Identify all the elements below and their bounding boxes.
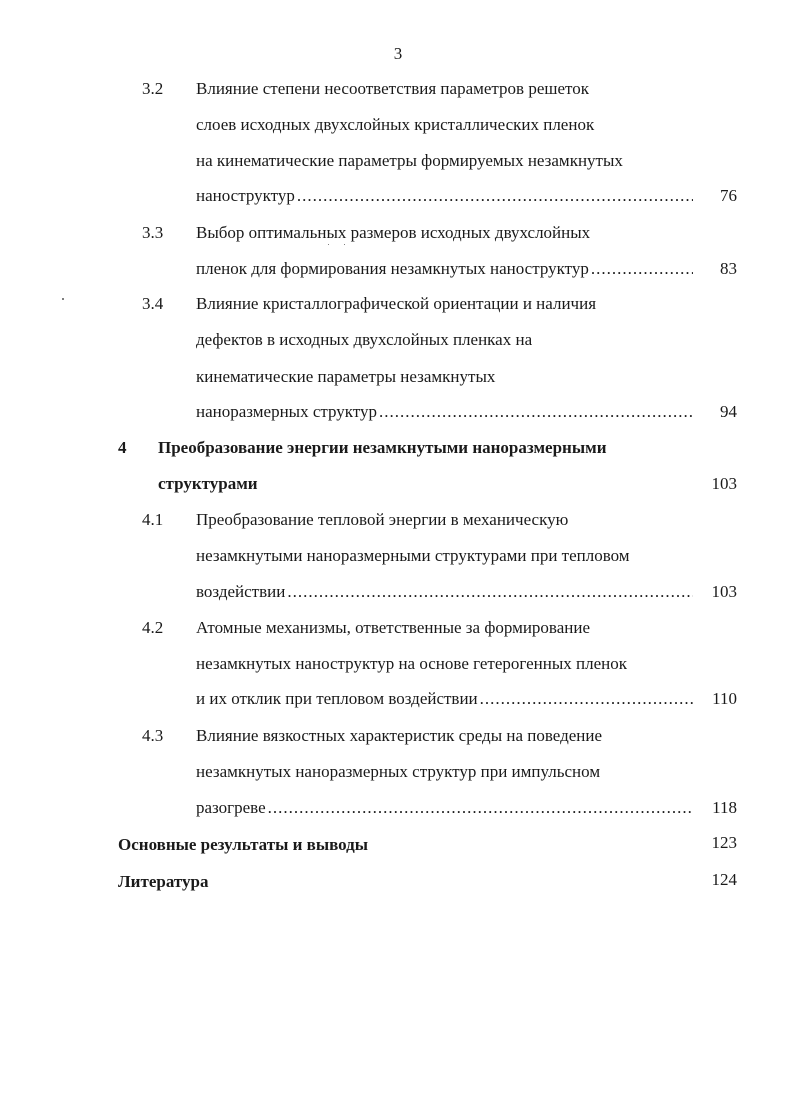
section-title-line: Влияние степени несоответствия параметров решеток bbox=[196, 79, 589, 98]
section-title-line: наноразмерных структур bbox=[196, 402, 378, 421]
section-number: 4.1 bbox=[142, 510, 164, 529]
scan-speck bbox=[344, 244, 345, 245]
section-number: 4.2 bbox=[142, 618, 164, 637]
page-ref: 83 bbox=[720, 259, 737, 278]
section-title-line: незамкнутых наноразмерных структур при импульсном bbox=[196, 762, 601, 781]
page-ref: 103 bbox=[711, 582, 737, 601]
section-title-line: разогреве bbox=[196, 798, 266, 817]
page-number: 3 bbox=[393, 44, 403, 63]
section-title-line: и их отклик при тепловом воздействии bbox=[196, 689, 478, 708]
section-number: 3.4 bbox=[142, 294, 164, 313]
leader-line bbox=[196, 401, 693, 423]
page-ref: 123 bbox=[711, 833, 737, 852]
chapter-title-line: структурами bbox=[158, 474, 258, 493]
section-title-line: кинематические параметры незамкнутых bbox=[196, 367, 496, 386]
page-ref: 110 bbox=[712, 689, 737, 708]
section-title-line: Атомные механизмы, ответственные за формирование bbox=[196, 618, 591, 637]
section-number: 3.3 bbox=[142, 223, 164, 242]
section-title-line: на кинематические параметры формируемых незамкнутых bbox=[196, 151, 623, 170]
scan-speck bbox=[62, 298, 64, 300]
page-ref: 118 bbox=[712, 798, 737, 817]
page-ref: 124 bbox=[711, 870, 737, 889]
page-ref: 94 bbox=[720, 402, 737, 421]
section-title-line: Влияние вязкостных характеристик среды на поведение bbox=[196, 726, 603, 745]
section-title-line: слоев исходных двухслойных кристаллических пленок bbox=[196, 115, 595, 134]
section-title-line: дефектов в исходных двухслойных пленках на bbox=[196, 330, 533, 349]
leader-line bbox=[196, 581, 693, 603]
section-title-line: Выбор оптимальных размеров исходных двухслойных bbox=[196, 223, 591, 242]
chapter-number: 4 bbox=[118, 438, 127, 457]
section-number: 4.3 bbox=[142, 726, 164, 745]
chapter-title-line: Преобразование энергии незамкнутыми наноразмерными bbox=[158, 438, 607, 457]
leader-line bbox=[196, 797, 693, 819]
chapter-title-line: Литература bbox=[118, 872, 209, 891]
page-ref: 103 bbox=[711, 474, 737, 493]
section-title-line: незамкнутыми наноразмерными структурами при тепловом bbox=[196, 546, 630, 565]
section-title-line: пленок для формирования незамкнутых наноструктур bbox=[196, 259, 589, 278]
section-title-line: Преобразование тепловой энергии в механическую bbox=[196, 510, 569, 529]
leader-line bbox=[196, 258, 693, 280]
section-title-line: воздействии bbox=[196, 582, 286, 601]
leader-line bbox=[196, 185, 693, 207]
scan-speck bbox=[328, 244, 329, 245]
section-title-line: незамкнутых наноструктур на основе гетерогенных пленок bbox=[196, 654, 628, 673]
chapter-title-line: Основные результаты и выводы bbox=[118, 835, 369, 854]
section-title-line: Влияние кристаллографической ориентации и наличия bbox=[196, 294, 597, 313]
leader-line bbox=[196, 688, 693, 710]
page-ref: 76 bbox=[720, 186, 737, 205]
section-number: 3.2 bbox=[142, 79, 164, 98]
section-title-line: наноструктур bbox=[196, 186, 295, 205]
